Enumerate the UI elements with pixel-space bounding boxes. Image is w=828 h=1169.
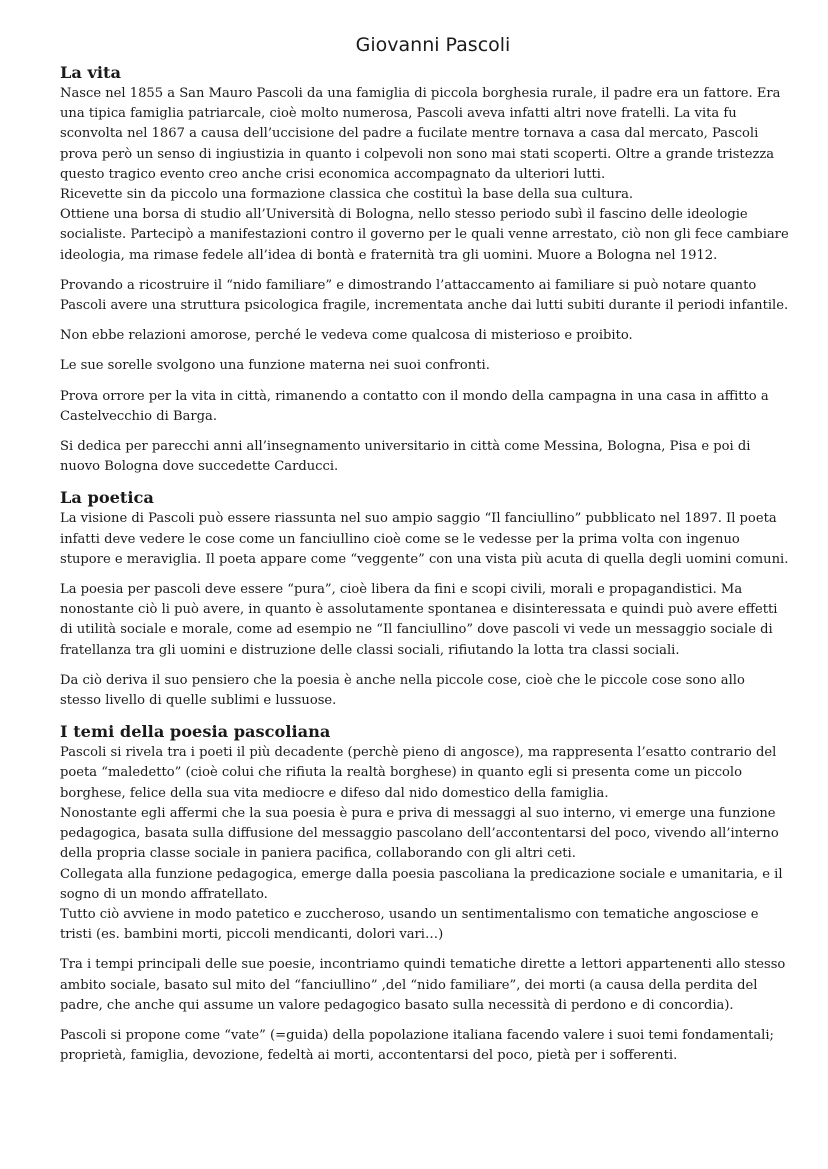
paragraph: Non ebbe relazioni amorose, perché le vedeva come qualcosa di misterioso e proibito. bbox=[60, 328, 633, 344]
section-heading-vita: La vita bbox=[60, 63, 122, 82]
paragraph: Tutto ciò avviene in modo patetico e zuccheroso, usando un sentimentalismo con tematiche angosciose e tristi (es. bambini morti, piccoli mendicanti, dolori vari…) bbox=[60, 906, 759, 943]
paragraph: Tra i tempi principali delle sue poesie, incontriamo quindi tematiche dirette a lettori appartenenti allo stesso ambito sociale, basato sul mito del “fanciullino” ,del “nido familiare”, dei morti (a causa della perdita del padre, che anche qui assume un valore pedagogico basato sulla necessità di perdono e di concordia). bbox=[60, 957, 786, 1013]
paragraph: Nonostante egli affermi che la sua poesia è pura e priva di messaggi al suo interno, vi emerge una funzione pedagogica, basata sulla diffusione del messaggio pascolano dell’accontentarsi del poco, vivendo all’interno della propria classe sociale in paniera pacifica, collaborando con gli altri ceti. bbox=[60, 805, 779, 862]
paragraph: Ricevette sin da piccolo una formazione classica che costituì la base della sua cultura. bbox=[60, 187, 634, 203]
paragraph: Le sue sorelle svolgono una funzione materna nei suoi confronti. bbox=[60, 358, 490, 374]
paragraph: Si dedica per parecchi anni all’insegnamento universitario in città come Messina, Bologna, Pisa e poi di nuovo Bologna dove succedette Carducci. bbox=[60, 439, 751, 475]
paragraph: Provando a ricostruire il “nido familiare” e dimostrando l’attaccamento ai familiare si può notare quanto Pascoli avere una struttura psicologica fragile, incrementata anche dai lutti subiti durante il periodi infantile. bbox=[60, 277, 789, 314]
paragraph: La visione di Pascoli può essere riassunta nel suo ampio saggio “Il fanciullino” pubblicato nel 1897. Il poeta infatti deve vedere le cose come un fanciullino cioè come se le vedesse per la prima volta con ingenuo stupore e meraviglia. Il poeta appare come “veggente” con una vista più acuta di quella degli uomini comuni. bbox=[60, 511, 789, 567]
paragraph: Ottiene una borsa di studio all’Università di Bologna, nello stesso periodo subì il fascino delle ideologie socialiste. Partecipò a manifestazioni contro il governo per le quali venne arrestato, ciò non gli fece cambiare ideologia, ma rimase fedele all’idea di bontà e fraternità tra gli uomini. Muore a Bologna nel 1912. bbox=[60, 207, 789, 263]
paragraph: Collegata alla funzione pedagogica, emerge dalla poesia pascoliana la predicazione sociale e umanitaria, e il sogno di un mondo affratellato. bbox=[60, 866, 783, 902]
page-title: Giovanni Pascoli bbox=[355, 34, 511, 56]
paragraph: Prova orrore per la vita in città, rimanendo a contatto con il mondo della campagna in una casa in affitto a Castelvecchio di Barga. bbox=[60, 388, 769, 424]
paragraph: La poesia per pascoli deve essere “pura”, cioè libera da fini e scopi civili, morali e propagandistici. Ma nonostante ciò li può avere, in quanto è assolutamente spontanea e disinteressata e quindi può avere effetti di utilità sociale e morale, come ad esempio ne “Il fanciullino” dove pascoli vi vede un messaggio sociale di fratellanza tra gli uomini e distruzione delle classi sociali, rifiutando la lotta tra classi sociali. bbox=[60, 582, 778, 658]
section-heading-temi: I temi della poesia pascoliana bbox=[60, 722, 331, 742]
section-heading-poetica: La poetica bbox=[60, 488, 154, 508]
paragraph: Pascoli si rivela tra i poeti il più decadente (perchè pieno di angosce), ma rappresenta l’esatto contrario del poeta “maledetto” (cioè colui che rifiuta la realtà borghese) in quanto egli si presenta come un piccolo borghese, felice della sua vita mediocre e difeso dal nido domestico della famiglia. bbox=[60, 745, 777, 801]
paragraph: Da ciò deriva il suo pensiero che la poesia è anche nella piccole cose, cioè che le piccole cose sono allo stesso livello di quelle sublimi e lussuose. bbox=[60, 672, 745, 709]
paragraph: Pascoli si propone come “vate” (=guida) della popolazione italiana facendo valere i suoi temi fondamentali; proprietà, famiglia, devozione, fedeltà ai morti, accontentarsi del poco, pietà per i sofferenti. bbox=[60, 1027, 774, 1064]
document-page bbox=[60, 34, 790, 1066]
paragraph: Nasce nel 1855 a San Mauro Pascoli da una famiglia di piccola borghesia rurale, il padre era un fattore. Era una tipica famiglia patriarcale, cioè molto numerosa, Pascoli aveva infatti altri nove fratelli. La vita fu sconvolta nel 1867 a causa dell’uccisione del padre a fucilate mentre tornava a casa dal mercato, Pascoli prova però un senso di ingiustizia in quanto i colpevoli non sono mai stati scoperti. Oltre a grande tristezza questo tragico evento creo anche crisi economica accompagnato da ulteriori lutti. bbox=[60, 86, 781, 182]
